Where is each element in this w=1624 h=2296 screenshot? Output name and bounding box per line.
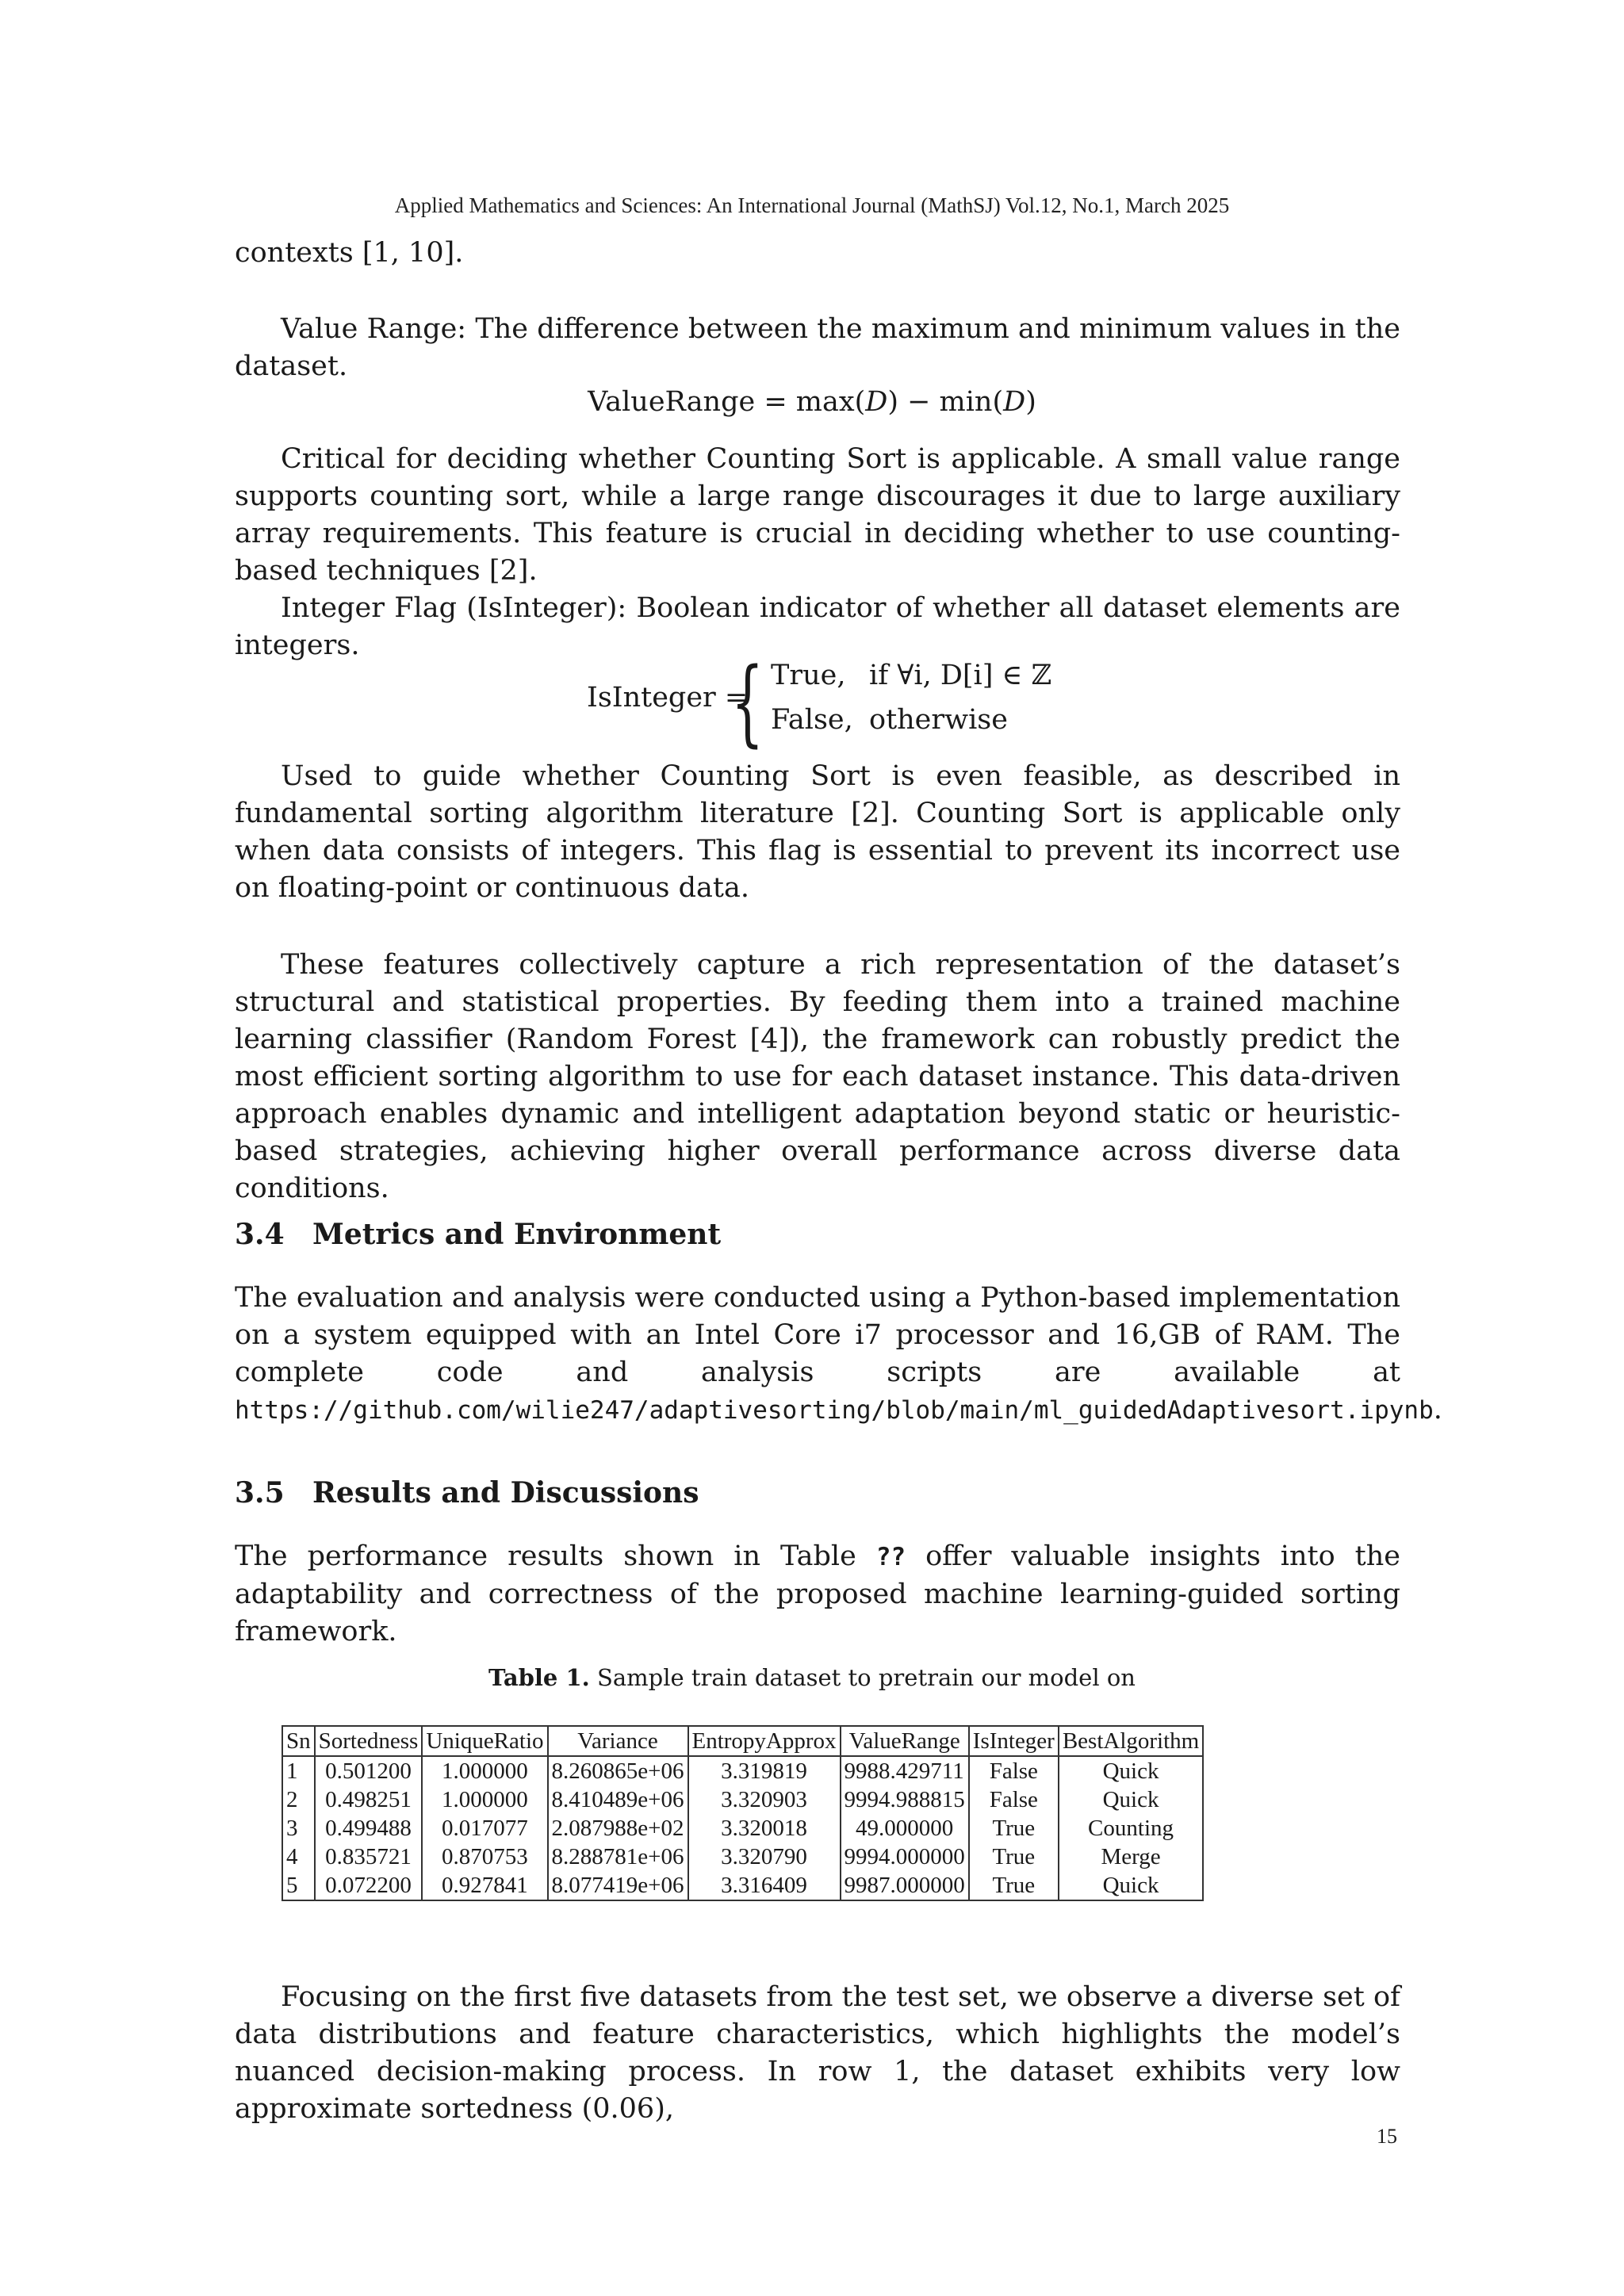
table-cell: 4: [282, 1843, 315, 1871]
table-cell: 8.077419e+06: [548, 1871, 688, 1900]
table-cell: 0.927841: [422, 1871, 547, 1900]
table-cell: Quick: [1059, 1785, 1203, 1814]
table-cell: 0.072200: [315, 1871, 423, 1900]
table-cell: 1: [282, 1756, 315, 1785]
table-cell: 3.320790: [688, 1843, 841, 1871]
table-cell: 1.000000: [422, 1756, 547, 1785]
table-cell: True: [969, 1814, 1059, 1843]
column-header: ValueRange: [841, 1726, 969, 1756]
table-cell: Quick: [1059, 1756, 1203, 1785]
table-cell: 9994.000000: [841, 1843, 969, 1871]
table-reference[interactable]: ??: [875, 1543, 906, 1571]
table-caption: Table 1. Sample train dataset to pretrain our model on: [488, 1664, 1136, 1691]
journal-header: Applied Mathematics and Sciences: An International Journal (MathSJ) Vol.12, No.1, March 2025: [394, 193, 1230, 217]
paragraph-focus: Focusing on the first five datasets from the test set, we observe a diverse set of data distributions and feature characteristics, which highlights the model’s nuanced decision-making process. In row 1, the dataset exhibits very low approximate sortedness (0.06),: [235, 1981, 1400, 2125]
table-cell: 0.498251: [315, 1785, 423, 1814]
paragraph-integer-flag-definition: Integer Flag (IsInteger): Boolean indicator of whether all dataset elements are integers.: [235, 592, 1400, 661]
table-cell: Counting: [1059, 1814, 1203, 1843]
table-cell: 3.316409: [688, 1871, 841, 1900]
table-cell: False: [969, 1785, 1059, 1814]
table-cell: 3: [282, 1814, 315, 1843]
column-header: Variance: [548, 1726, 688, 1756]
table-cell: True: [969, 1871, 1059, 1900]
table-cell: 9987.000000: [841, 1871, 969, 1900]
table-cell: 2: [282, 1785, 315, 1814]
column-header: Sortedness: [315, 1726, 423, 1756]
case-true-condition: if ∀i, D[i] ∈ ℤ: [869, 660, 1052, 691]
table-cell: 0.499488: [315, 1814, 423, 1843]
table-header-row: [282, 1726, 1203, 1756]
equation-is-integer: [587, 647, 1142, 756]
column-header: Sn: [282, 1726, 315, 1756]
equation-lhs: IsInteger =: [587, 682, 749, 714]
table-cell: 0.835721: [315, 1843, 423, 1871]
page-number: 15: [1377, 2125, 1397, 2148]
table-cell: 0.501200: [315, 1756, 423, 1785]
table-cell: Quick: [1059, 1871, 1203, 1900]
paragraph-contexts: contexts [1, 10].: [235, 237, 464, 269]
table-cell: 9988.429711: [841, 1756, 969, 1785]
table-cell: 3.319819: [688, 1756, 841, 1785]
column-header: IsInteger: [969, 1726, 1059, 1756]
table-cell: 2.087988e+02: [548, 1814, 688, 1843]
paragraph-features-summary: These features collectively capture a rich representation of the dataset’s structural and statistical properties. By feeding them into a trained machine learning classifier (Random Forest [4]), the framework can robustly predict the most efficient sorting algorithm to use for each dataset instance. This data-driven approach enables dynamic and intelligent adaptation beyond static or heuristic-based strategies, achieving higher overall performance across diverse data conditions.: [235, 949, 1400, 1204]
table-row: [282, 1843, 1203, 1871]
table-cell: False: [969, 1756, 1059, 1785]
paragraph-value-range-definition: Value Range: The difference between the maximum and minimum values in the dataset.: [235, 313, 1400, 382]
table-cell: 3.320018: [688, 1814, 841, 1843]
paragraph-value-range-text: Critical for deciding whether Counting Sort is applicable. A small value range supports counting sort, while a large range discourages it due to large auxiliary array requirements. This feature is crucial in deciding whether to use counting-based techniques [2].: [235, 443, 1400, 587]
table-cell: 8.288781e+06: [548, 1843, 688, 1871]
paragraph-results: The performance results shown in Table ?? offer valuable insights into the adaptability and correctness of the proposed machine learning-guided sorting framework.: [235, 1540, 1400, 1647]
results-table: [282, 1725, 1204, 1901]
table-cell: 8.260865e+06: [548, 1756, 688, 1785]
table-row: [282, 1871, 1203, 1900]
table-cell: 0.017077: [422, 1814, 547, 1843]
table-cell: Merge: [1059, 1843, 1203, 1871]
table-cell: 8.410489e+06: [548, 1785, 688, 1814]
table-cell: 1.000000: [422, 1785, 547, 1814]
table-cell: 9994.988815: [841, 1785, 969, 1814]
table-cell: 5: [282, 1871, 315, 1900]
paragraph-integer-flag-text: Used to guide whether Counting Sort is even feasible, as described in fundamental sorting algorithm literature [2]. Counting Sort is applicable only when data consists of integers. This flag is essential to prevent its incorrect use on floating-point or continuous data.: [235, 760, 1400, 904]
table-row: [282, 1756, 1203, 1785]
section-heading-metrics: 3.4 Metrics and Environment: [235, 1218, 722, 1251]
paragraph-metrics: The evaluation and analysis were conducted using a Python-based implementation on a system equipped with an Intel Core i7 processor and 16,GB of RAM. The complete code and analysis scripts are available at https://github.com/wilie247/adaptivesorting/blob/main/ml_guidedAdaptivesort.ipynb.: [235, 1282, 1442, 1425]
column-header: EntropyApprox: [688, 1726, 841, 1756]
equation-lhs: ValueRange: [588, 386, 756, 418]
table-cell: 3.320903: [688, 1785, 841, 1814]
repository-link[interactable]: https://github.com/wilie247/adaptivesorting/blob/main/ml_guidedAdaptivesort.ipynb: [235, 1396, 1434, 1425]
column-header: UniqueRatio: [422, 1726, 547, 1756]
table-row: [282, 1814, 1203, 1843]
case-false-condition: otherwise: [869, 704, 1008, 736]
table-cell: True: [969, 1843, 1059, 1871]
table-cell: 49.000000: [841, 1814, 969, 1843]
column-header: BestAlgorithm: [1059, 1726, 1203, 1756]
case-false: False,: [771, 704, 853, 736]
equation-value-range: ValueRange = max(D) − min(D): [588, 386, 1036, 418]
case-true: True,: [771, 660, 846, 691]
table-row: [282, 1785, 1203, 1814]
case-brace: {: [731, 647, 764, 756]
section-heading-results: 3.5 Results and Discussions: [235, 1476, 699, 1510]
table-cell: 0.870753: [422, 1843, 547, 1871]
